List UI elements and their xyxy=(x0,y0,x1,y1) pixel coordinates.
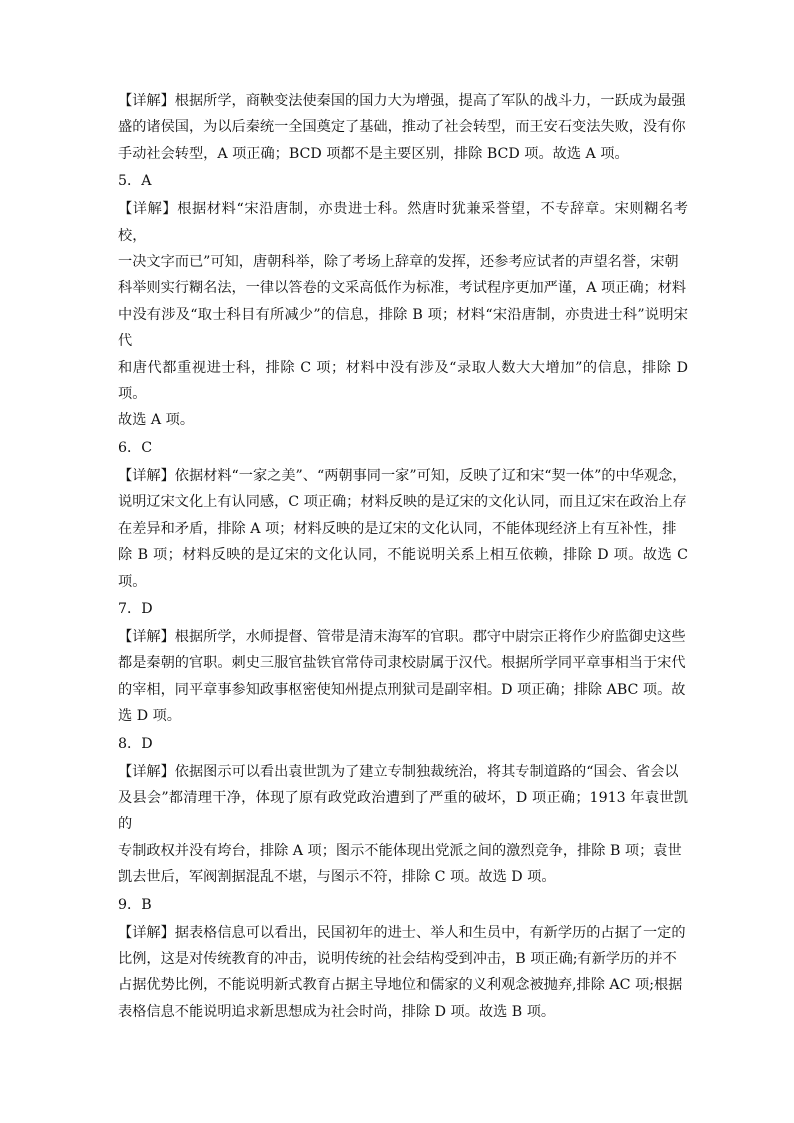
explanation-line: 一决文字而已”可知，唐朝科举，除了考场上辞章的发挥，还参考应试者的声望名誉，宋朝 xyxy=(118,254,679,271)
answer-number: 7．D xyxy=(118,600,153,617)
answer-section xyxy=(118,88,688,167)
explanation-line: 除 B 项；材料反映的是辽宋的文化认同，不能说明关系上相互依赖，排除 D 项。故选 C 项。 xyxy=(118,547,688,590)
answer-section xyxy=(118,167,688,434)
explanation-line: 凯去世后，军阀割据混乱不堪，与图示不符，排除 C 项。故选 D 项。 xyxy=(118,869,556,886)
explanation-line: 【详解】据表格信息可以看出，民国初年的进士、举人和生员中，有新学历的占据了一定的 xyxy=(118,924,686,941)
explanation-line: 【详解】根据材料“宋沿唐制，亦贵进士科。然唐时犹兼采誉望，不专辞章。宋则糊名考校， xyxy=(118,201,688,244)
explanation-line: 占据优势比例，不能说明新式教育占据主导地位和儒家的义利观念被抛弃,排除 AC 项;根据 xyxy=(118,977,683,994)
answer-section xyxy=(118,434,688,595)
explanation-line: 故选 A 项。 xyxy=(118,412,195,429)
explanation-line: 【详解】根据所学，商鞅变法使秦国的国力大为增强，提高了军队的战斗力，一跃成为最强 xyxy=(118,93,686,109)
explanation-line: 专制政权并没有垮台，排除 A 项；图示不能体现出党派之间的激烈竞争，排除 B 项；袁世 xyxy=(118,842,682,859)
explanation-line: 【详解】依据材料“一家之美”、“两朝事同一家”可知，反映了辽和宋“契一体”的中华观念， xyxy=(118,467,687,484)
explanation-line: 表格信息不能说明追求新思想成为社会时尚，排除 D 项。故选 B 项。 xyxy=(118,1003,556,1020)
explanation-line: 都是秦朝的官职。刺史三服官盐铁官常侍司隶校尉属于汉代。根据所学同平章事相当于宋代 xyxy=(118,655,686,672)
explanation-line: 科举则实行糊名法，一律以答卷的文采高低作为标准，考试程序更加严谨，A 项正确；材料 xyxy=(118,280,687,297)
answer-number: 9．B xyxy=(118,896,152,913)
explanation-line: 【详解】根据所学，水师提督、管带是清末海军的官职。郡守中尉宗正将作少府监御史这些 xyxy=(118,628,686,645)
explanation-line: 比例，这是对传统教育的冲击，说明传统的社会结构受到冲击，B 项正确;有新学历的并不 xyxy=(118,950,677,967)
explanation-line: 手动社会转型，A 项正确；BCD 项都不是主要区别，排除 BCD 项。故选 A 项。 xyxy=(118,145,629,162)
explanation-line: 在差异和矛盾，排除 A 项；材料反映的是辽宋的文化认同，不能体现经济上有互补性，排 xyxy=(118,520,677,537)
explanation-line: 和唐代都重视进士科，排除 C 项；材料中没有涉及“录取人数大大增加”的信息，排除 D 项。 xyxy=(118,359,688,403)
explanation-line: 选 D 项。 xyxy=(118,708,181,725)
explanation-line: 及县会”都清理干净，体现了原有政党政治遭到了严重的破坏，D 项正确；1913 年袁世凯的 xyxy=(118,789,688,833)
explanation-line: 中没有涉及“取士科目有所减少”的信息，排除 B 项；材料“宋沿唐制，亦贵进士科”说明宋代 xyxy=(118,306,688,350)
answer-number: 8．D xyxy=(118,735,153,752)
answer-section xyxy=(118,595,688,730)
answer-explanations-page xyxy=(118,88,688,1025)
explanation-line: 盛的诸侯国，为以后秦统一全国奠定了基础，推动了社会转型，而王安石变法失败，没有你 xyxy=(118,119,686,136)
answer-section xyxy=(118,730,688,891)
explanation-line: 说明辽宋文化上有认同感，C 项正确；材料反映的是辽宋的文化认同，而且辽宋在政治上存 xyxy=(118,494,687,511)
explanation-line: 【详解】依据图示可以看出袁世凯为了建立专制独裁统治，将其专制道路的“国会、省会以 xyxy=(118,763,679,780)
answer-section xyxy=(118,891,688,1026)
answer-number: 6．C xyxy=(118,439,153,456)
answer-number: 5．A xyxy=(118,173,152,190)
explanation-line: 的宰相，同平章事参知政事枢密使知州提点刑狱司是副宰相。D 项正确；排除 ABC 项。故 xyxy=(118,681,686,698)
